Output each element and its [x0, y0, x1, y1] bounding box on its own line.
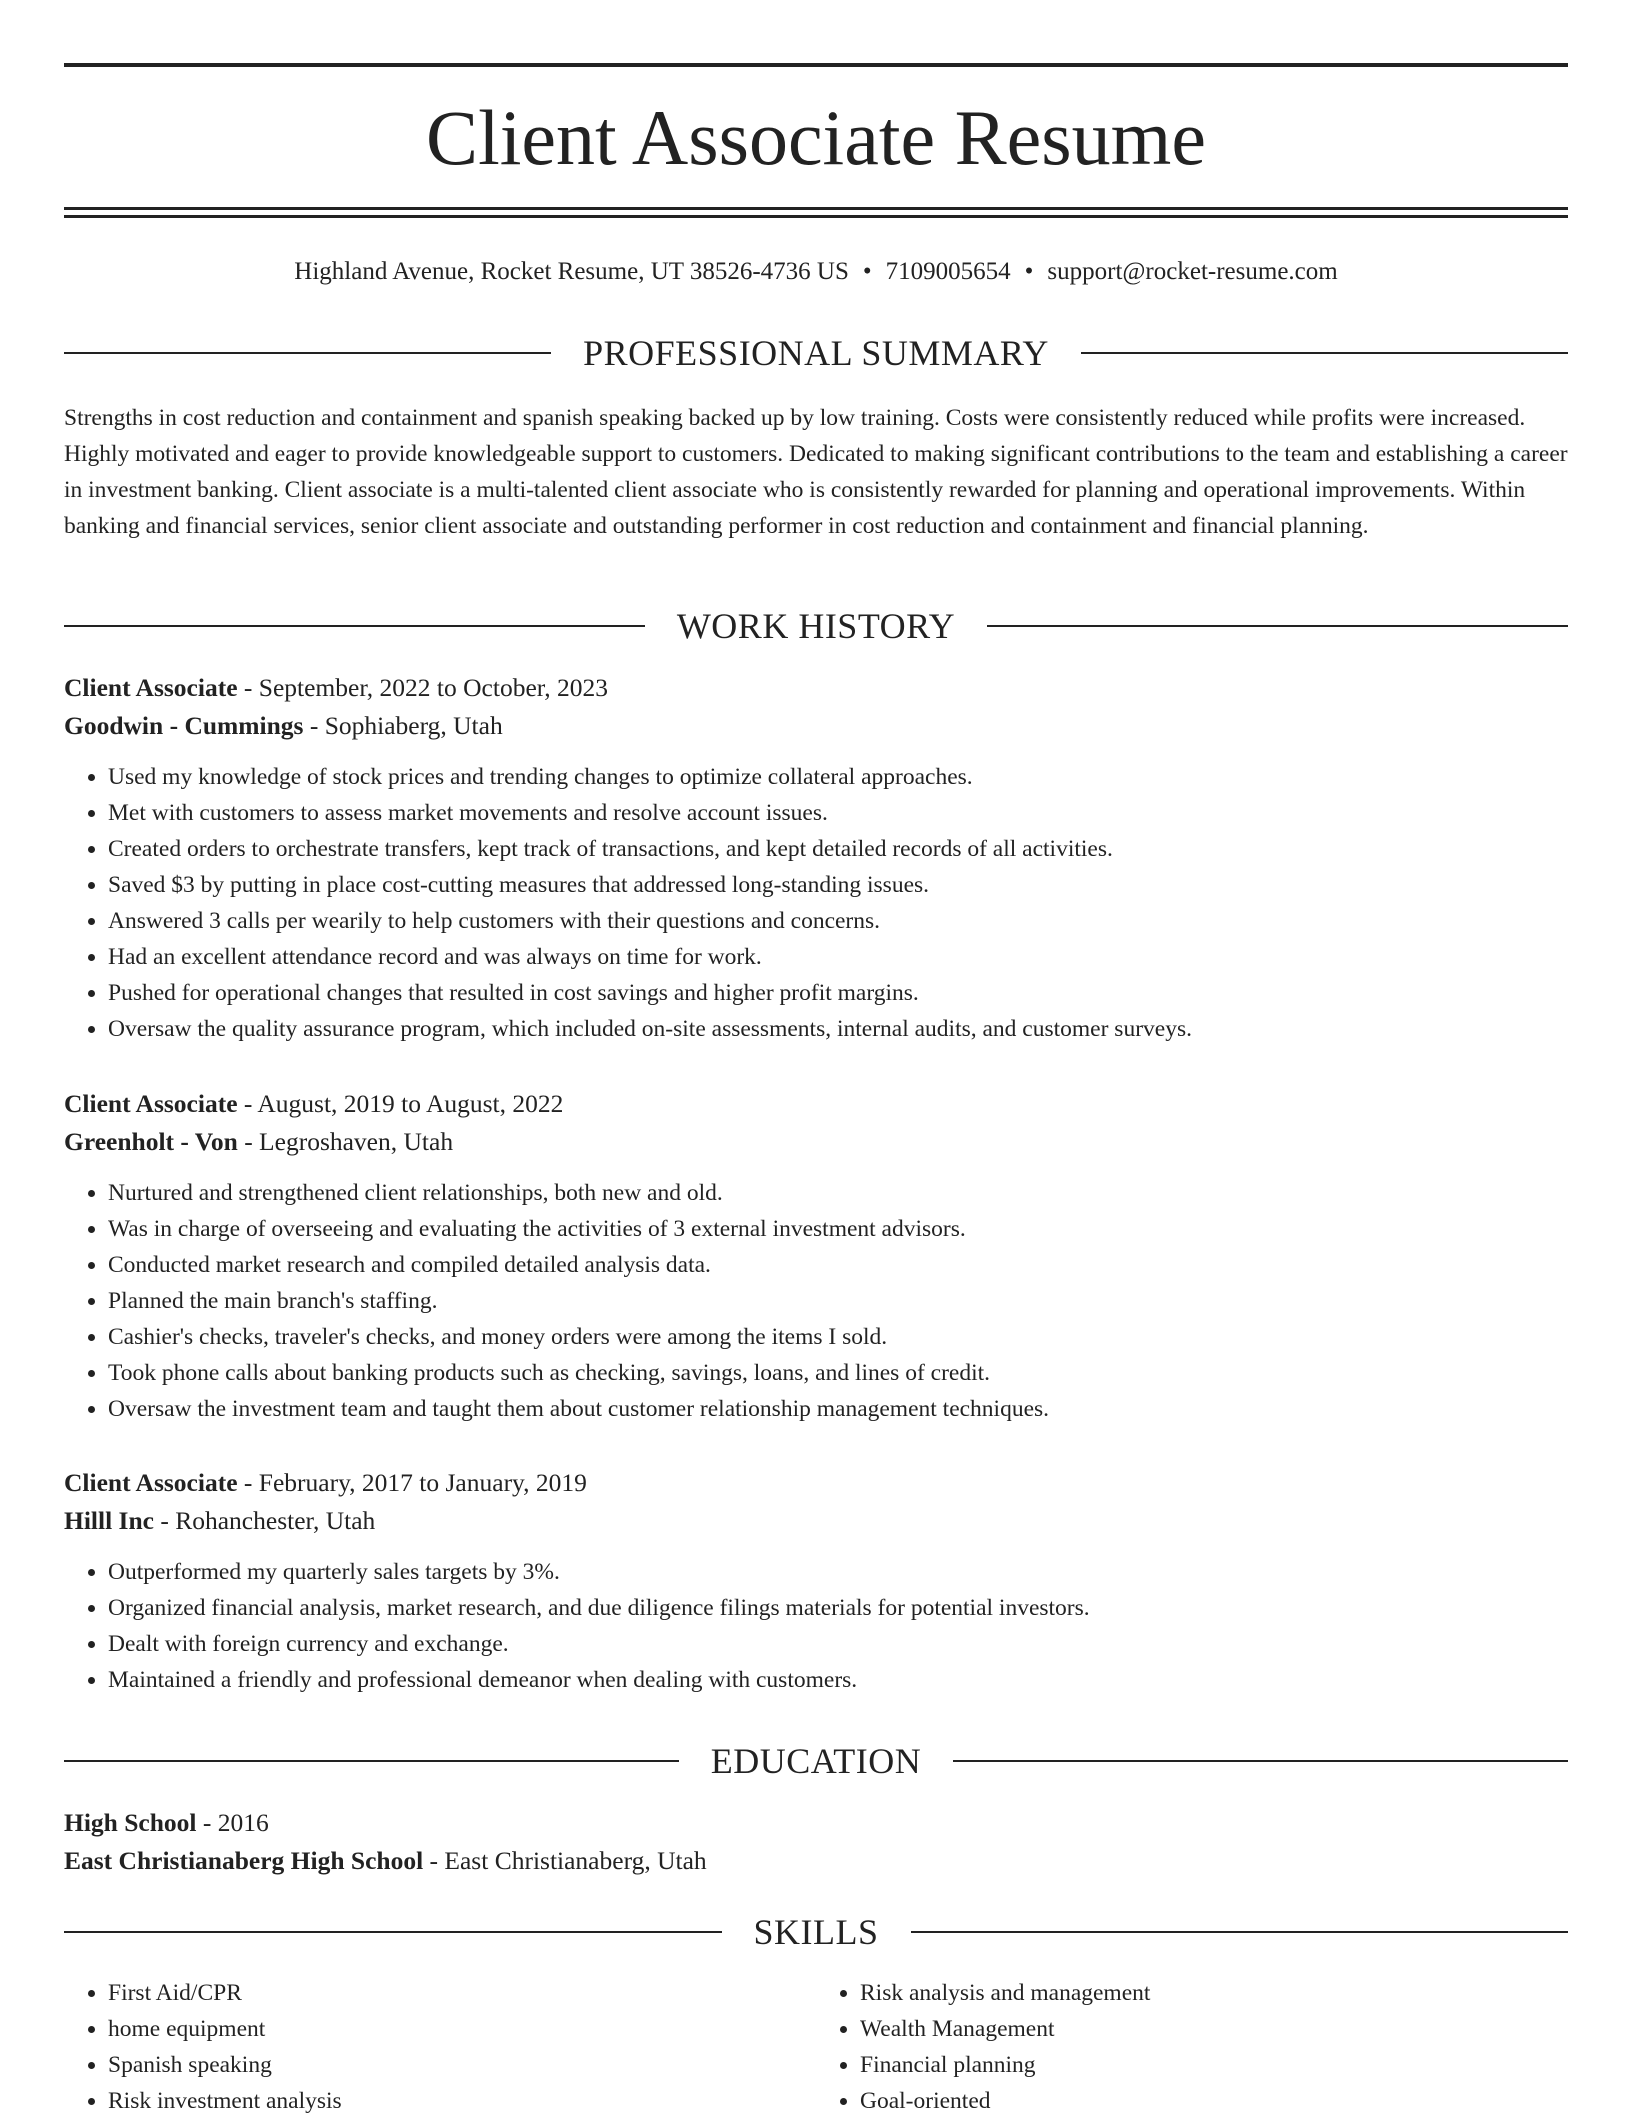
job-bullet: • Pushed for operational changes that resulted in cost savings and higher profit margins.	[108, 975, 1568, 1011]
work-history-heading-label: WORK HISTORY	[676, 606, 956, 646]
skills-heading	[64, 1910, 1568, 1954]
job-dates: - February, 2017 to January, 2019	[237, 1468, 587, 1497]
job-bullet: • Outperformed my quarterly sales targets by 3%.	[108, 1554, 1568, 1590]
job-location: - Sophiaberg, Utah	[303, 711, 503, 740]
job-company-line	[64, 707, 1568, 745]
skill-item: • Wealth Management	[860, 2011, 1568, 2047]
skills-heading-label: SKILLS	[753, 1912, 879, 1952]
job-bullet: • Dealt with foreign currency and exchange.	[108, 1626, 1568, 1662]
job-company: Greenholt - Von	[64, 1127, 238, 1156]
contact-address: Highland Avenue, Rocket Resume, UT 38526-4736 US	[294, 258, 849, 285]
skill-item: • Risk analysis and management	[860, 1975, 1568, 2011]
job-bullet: • Was in charge of overseeing and evaluating the activities of 3 external investment advisors.	[108, 1211, 1568, 1247]
summary-text: Strengths in cost reduction and containment and spanish speaking backed up by low training. Costs were consistently reduced while profits were increased. Highly motivated and eager to provide knowledgeable support to customers. Dedicated to making significant contributions to the team and establishing a career in investment banking. Client associate is a multi-talented client associate who is consistently rewarded for planning and operational improvements. Within banking and financial services, senior client associate and outstanding performer in cost reduction and containment and financial planning.	[64, 405, 1568, 539]
education-location: - East Christianaberg, Utah	[423, 1846, 707, 1875]
contact-email: support@rocket-resume.com	[1047, 258, 1338, 285]
education-school-line	[64, 1842, 1568, 1880]
contact-separator: •	[1024, 258, 1034, 285]
heading-rule-right	[911, 1931, 1569, 1933]
contact-separator: •	[862, 258, 872, 285]
work-history-heading	[64, 604, 1568, 648]
skills-list	[64, 1975, 1568, 2119]
job-company: Hilll Inc	[64, 1506, 154, 1535]
job-bullets	[64, 1175, 1568, 1427]
job-location: - Legroshaven, Utah	[237, 1127, 454, 1156]
heading-rule-left	[64, 352, 551, 354]
skill-item: • home equipment	[108, 2011, 816, 2047]
title-rule-lower	[64, 215, 1568, 218]
job-title: Client Associate	[64, 1089, 238, 1118]
education-degree-line	[64, 1804, 1568, 1842]
job-title: Client Associate	[64, 673, 238, 702]
job-bullet: • Conducted market research and compiled detailed analysis data.	[108, 1247, 1568, 1283]
job-bullet: • Answered 3 calls per wearily to help customers with their questions and concerns.	[108, 903, 1568, 939]
heading-rule-right	[1081, 352, 1568, 354]
education-heading-label: EDUCATION	[710, 1741, 922, 1781]
job-title-line	[64, 1464, 1568, 1502]
job-bullet: • Nurtured and strengthened client relationships, both new and old.	[108, 1175, 1568, 1211]
job-entry	[64, 1085, 1568, 1427]
job-bullet: • Planned the main branch's staffing.	[108, 1283, 1568, 1319]
summary-heading-label: PROFESSIONAL SUMMARY	[583, 333, 1049, 373]
skill-item: • First Aid/CPR	[108, 1975, 816, 2011]
job-bullet: • Maintained a friendly and professional demeanor when dealing with customers.	[108, 1662, 1568, 1698]
top-rule	[64, 63, 1568, 67]
skills-column-right	[816, 1975, 1568, 2119]
heading-rule-right	[987, 625, 1568, 627]
heading-rule-left	[64, 1931, 722, 1933]
job-bullet: • Organized financial analysis, market research, and due diligence filings materials for potential investors.	[108, 1590, 1568, 1626]
skill-item: • Goal-oriented	[860, 2083, 1568, 2119]
job-bullets	[64, 759, 1568, 1047]
job-bullet: • Took phone calls about banking products such as checking, savings, loans, and lines of credit.	[108, 1355, 1568, 1391]
heading-rule-left	[64, 1760, 679, 1762]
heading-rule-left	[64, 625, 645, 627]
skill-item: • Risk investment analysis	[108, 2083, 816, 2119]
education-degree: High School	[64, 1808, 197, 1837]
job-bullets	[64, 1554, 1568, 1698]
heading-rule-right	[953, 1760, 1568, 1762]
job-bullet: • Oversaw the quality assurance program, which included on-site assessments, internal audits, and customer surveys.	[108, 1011, 1568, 1047]
job-company: Goodwin - Cummings	[64, 711, 304, 740]
job-location: - Rohanchester, Utah	[153, 1506, 376, 1535]
job-dates: - August, 2019 to August, 2022	[237, 1089, 564, 1118]
resume-title: Client Associate Resume	[426, 94, 1206, 181]
job-bullet: • Cashier's checks, traveler's checks, and money orders were among the items I sold.	[108, 1319, 1568, 1355]
job-bullet: • Saved $3 by putting in place cost-cutting measures that addressed long-standing issues.	[108, 867, 1568, 903]
job-company-line	[64, 1123, 1568, 1161]
job-bullet: • Had an excellent attendance record and was always on time for work.	[108, 939, 1568, 975]
title-rule-upper	[64, 207, 1568, 210]
education-year: - 2016	[196, 1808, 269, 1837]
job-title: Client Associate	[64, 1468, 238, 1497]
job-bullet: • Met with customers to assess market movements and resolve account issues.	[108, 795, 1568, 831]
job-title-line	[64, 669, 1568, 707]
skill-item: • Financial planning	[860, 2047, 1568, 2083]
job-dates: - September, 2022 to October, 2023	[237, 673, 608, 702]
job-bullet: • Created orders to orchestrate transfers, kept track of transactions, and kept detailed records of all activities.	[108, 831, 1568, 867]
contact-line	[64, 254, 1568, 290]
job-entry	[64, 669, 1568, 1047]
job-bullet: • Used my knowledge of stock prices and trending changes to optimize collateral approaches.	[108, 759, 1568, 795]
skill-item: • Spanish speaking	[108, 2047, 816, 2083]
summary-heading	[64, 331, 1568, 375]
job-company-line	[64, 1502, 1568, 1540]
job-title-line	[64, 1085, 1568, 1123]
education-heading	[64, 1739, 1568, 1783]
education-school: East Christianaberg High School	[64, 1846, 424, 1875]
education-entry	[64, 1804, 1568, 1880]
skills-column-left	[64, 1975, 816, 2119]
contact-phone: 7109005654	[885, 258, 1011, 285]
job-bullet: • Oversaw the investment team and taught them about customer relationship management techniques.	[108, 1391, 1568, 1427]
job-entry	[64, 1464, 1568, 1698]
